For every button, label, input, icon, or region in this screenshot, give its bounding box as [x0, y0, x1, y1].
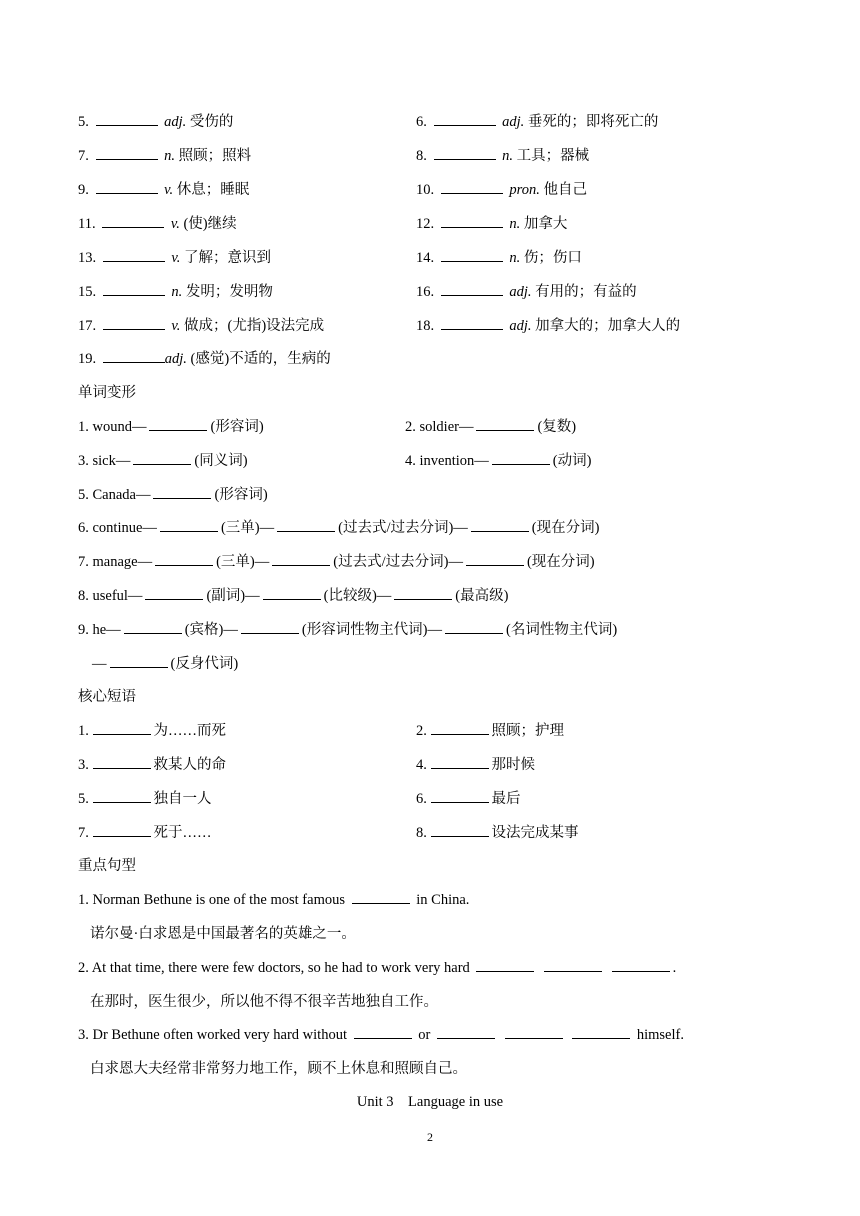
phrase-item: 7. 死于…… [78, 825, 212, 841]
word-form-item: 1. wound— (形容词) [78, 419, 264, 435]
vocab-item: 5. adj. 受伤的 [78, 114, 234, 130]
phrase-item: 5. 独自一人 [78, 791, 212, 807]
section-heading-phrases: 核心短语 [78, 689, 136, 705]
section-heading-sentences: 重点句型 [78, 858, 136, 874]
vocab-item: 6. adj. 垂死的；即将死亡的 [416, 114, 659, 130]
phrase-item: 1. 为……而死 [78, 723, 226, 739]
sentence-translation: 在那时，医生很少，所以他不得不很辛苦地独自工作。 [90, 994, 438, 1010]
vocab-item: 11. v. (使)继续 [78, 216, 237, 232]
sentence-translation: 诺尔曼·白求恩是中国最著名的英雄之一。 [90, 926, 356, 942]
phrase-item: 3. 救某人的命 [78, 757, 226, 773]
sentence-item: 3. Dr Bethune often worked very hard without or himself. [78, 1027, 684, 1043]
word-form-item: 2. soldier— (复数) [405, 419, 577, 435]
word-form-item: — (反身代词) [92, 656, 239, 672]
vocab-item: 19. adj. (感觉)不适的，生病的 [78, 351, 331, 367]
vocab-item: 9. v. 休息；睡眠 [78, 182, 250, 198]
vocab-item: 15. n. 发明；发明物 [78, 284, 273, 300]
phrase-item: 4. 那时候 [416, 757, 535, 773]
word-form-item: 5. Canada— (形容词) [78, 487, 268, 503]
vocab-item: 17. v. 做成；(尤指)设法完成 [78, 318, 325, 334]
word-form-item: 8. useful— (副词)— (比较级)— (最高级) [78, 588, 509, 604]
page-number: 2 [427, 1130, 433, 1144]
section-heading-word-forms: 单词变形 [78, 385, 136, 401]
vocab-item: 16. adj. 有用的；有益的 [416, 284, 637, 300]
vocab-item: 7. n. 照顾；照料 [78, 148, 252, 164]
phrase-item: 8. 设法完成某事 [416, 825, 579, 841]
phrase-item: 2. 照顾；护理 [416, 723, 564, 739]
phrase-item: 6. 最后 [416, 791, 521, 807]
vocab-item: 18. adj. 加拿大的；加拿大人的 [416, 318, 681, 334]
vocab-item: 8. n. 工具；器械 [416, 148, 590, 164]
sentence-translation: 白求恩大夫经常非常努力地工作，顾不上休息和照顾自己。 [90, 1061, 467, 1077]
word-form-item: 6. continue— (三单)— (过去式/过去分词)— (现在分词) [78, 520, 600, 536]
word-form-item: 9. he— (宾格)— (形容词性物主代词)— (名词性物主代词) [78, 622, 618, 638]
vocab-item: 10. pron. 他自己 [416, 182, 587, 198]
word-form-item: 4. invention— (动词) [405, 453, 592, 469]
word-form-item: 3. sick— (同义词) [78, 453, 248, 469]
vocab-item: 12. n. 加拿大 [416, 216, 568, 232]
unit-title: Unit 3 Language in use [356, 1094, 504, 1110]
sentence-item: 1. Norman Bethune is one of the most famous in China. [78, 892, 470, 908]
sentence-item: 2. At that time, there were few doctors, so he had to work very hard . [78, 960, 677, 976]
vocab-item: 13. v. 了解；意识到 [78, 250, 271, 266]
vocab-item: 14. n. 伤；伤口 [416, 250, 582, 266]
word-form-item: 7. manage— (三单)— (过去式/过去分词)— (现在分词) [78, 554, 595, 570]
